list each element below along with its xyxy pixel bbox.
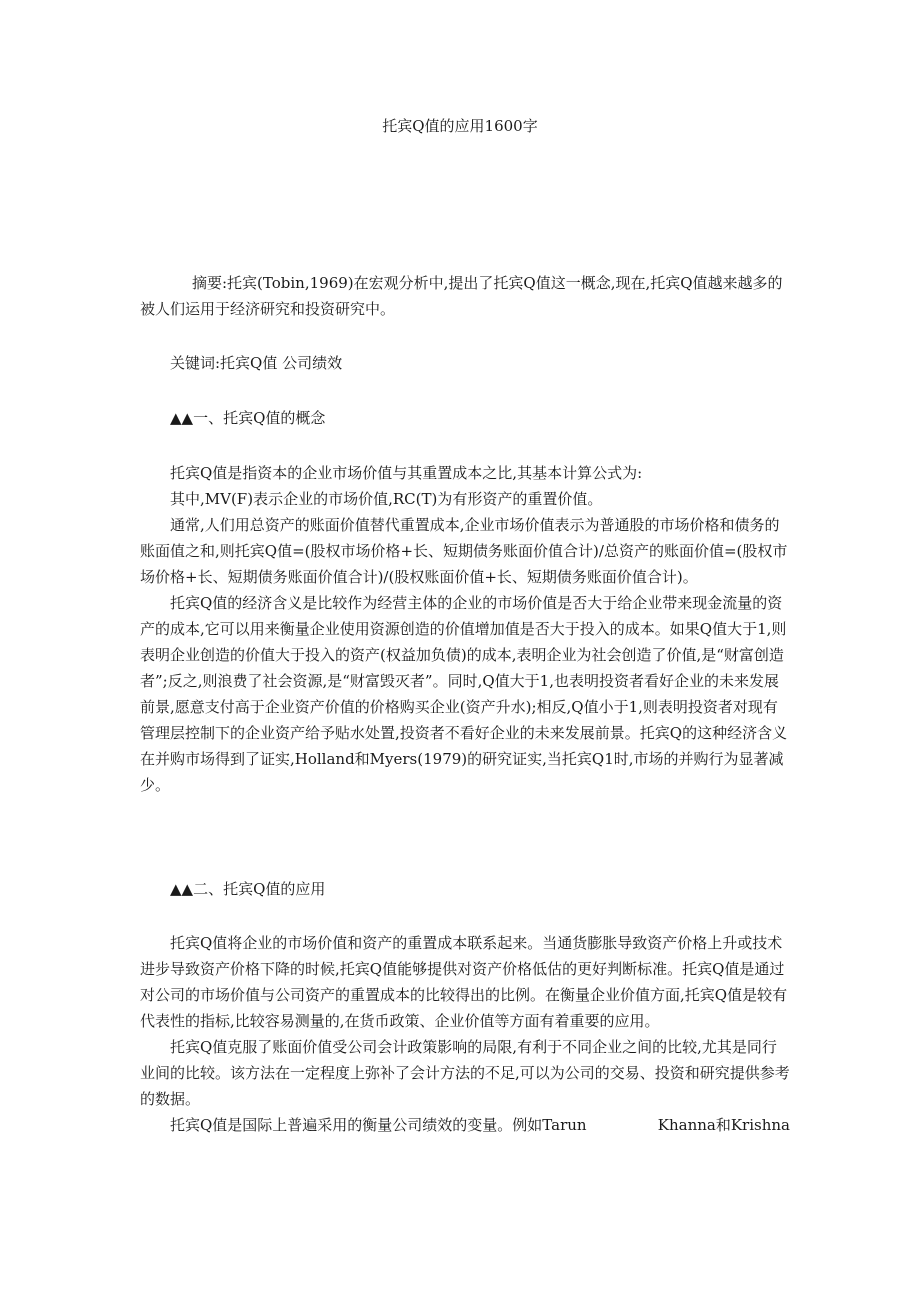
paragraph: 托宾Q值将企业的市场价值和资产的重置成本联系起来。当通货膨胀导致资产价格上升或技术进步导致资产价格下降的时候,托宾Q值能够提供对资产价格低估的更好判断标准。托宾Q值是通过对公司的市场价值与公司资产的重置成本的比较得出的比例。在衡量企业价值方面,托宾Q值是较有代表性的指标,比较容易测量的,在货币政策、企业价值等方面有着重要的应用。 xyxy=(140,934,788,1030)
paragraph: 其中,MV(F)表示企业的市场价值,RC(T)为有形资产的重置价值。 xyxy=(170,490,603,508)
paragraph: 托宾Q值克服了账面价值受公司会计政策影响的局限,有利于不同企业之间的比较,尤其是同行业间的比较。该方法在一定程度上弥补了会计方法的不足,可以为公司的交易、投资和研究提供参考的数据。 xyxy=(140,1038,790,1108)
paragraph-left-text: 托宾Q值是国际上普遍采用的衡量公司绩效的变量。例如Tarun xyxy=(170,1116,587,1134)
paragraph: 托宾Q值是指资本的企业市场价值与其重置成本之比,其基本计算公式为: xyxy=(170,464,643,482)
keywords-line: 关键词:托宾Q值 公司绩效 xyxy=(170,354,343,372)
section-body-application xyxy=(140,930,790,1138)
section-heading-concept: ▲▲一、托宾Q值的概念 xyxy=(170,409,326,427)
page-title: 托宾Q值的应用1600字 xyxy=(382,117,538,135)
section-heading-application: ▲▲二、托宾Q值的应用 xyxy=(170,880,326,898)
section-body-concept xyxy=(140,460,790,798)
abstract-paragraph: 摘要:托宾(Tobin,1969)在宏观分析中,提出了托宾Q值这一概念,现在,托宾Q值越来越多的被人们运用于经济研究和投资研究中。 xyxy=(140,274,783,318)
paragraph-right-text: Khanna和Krishna xyxy=(657,1116,790,1134)
paragraph-last xyxy=(140,1112,790,1138)
paragraph: 托宾Q值的经济含义是比较作为经营主体的企业的市场价值是否大于给企业带来现金流量的资产的成本,它可以用来衡量企业使用资源创造的价值增加值是否大于投入的成本。如果Q值大于1,则表明企业创造的价值大于投入的资产(权益加负债)的成本,表明企业为社会创造了价值,是“财富创造者”;反之,则浪费了社会资源,是“财富毁灭者”。同时,Q值大于1,也表明投资者看好企业的未来发展前景,愿意支付高于企业资产价值的价格购买企业(资产升水);相反,Q值小于1,则表明投资者对现有管理层控制下的企业资产给予贴水处置,投资者不看好企业的未来发展前景。托宾Q的这种经济含义在并购市场得到了证实,Holland和Myers(1979)的研究证实,当托宾Q1时,市场的并购行为显著减少。 xyxy=(140,594,788,794)
paragraph: 通常,人们用总资产的账面价值替代重置成本,企业市场价值表示为普通股的市场价格和债务的账面值之和,则托宾Q值=(股权市场价格+长、短期债务账面价值合计)/总资产的账面价值=(股权市场价格+长、短期债务账面价值合计)/(股权账面价值+长、短期债务账面价值合计)。 xyxy=(140,516,788,586)
